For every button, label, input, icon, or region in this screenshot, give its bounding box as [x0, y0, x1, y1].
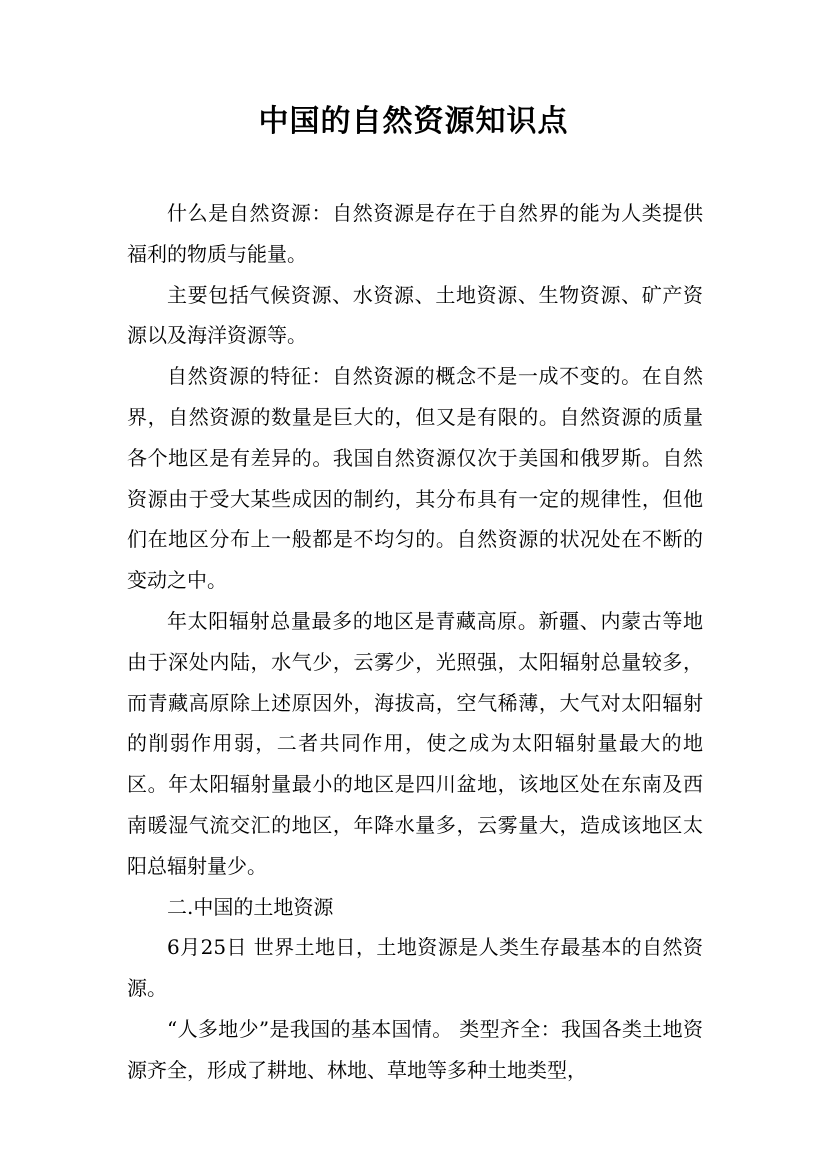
- paragraph-land-situation: “人多地少”是我国的基本国情。 类型齐全：我国各类土地资源齐全，形成了耕地、林地、草地等多种土地类型，: [127, 1016, 703, 1082]
- document-body: [127, 193, 703, 1091]
- paragraph-resource-types: 主要包括气候资源、水资源、土地资源、生物资源、矿产资源以及海洋资源等。: [127, 282, 703, 348]
- paragraph-land-day: 6月25日 世界土地日，土地资源是人类生存最基本的自然资源。: [127, 935, 703, 1001]
- section-heading-land-resources: 二.中国的土地资源: [167, 894, 334, 919]
- paragraph-definition: 什么是自然资源：自然资源是存在于自然界的能为人类提供福利的物质与能量。: [127, 201, 703, 266]
- document-title: 中国的自然资源知识点: [258, 104, 569, 139]
- paragraph-resource-features: 自然资源的特征：自然资源的概念不是一成不变的。在自然界，自然资源的数量是巨大的，但又是有限的。自然资源的质量各个地区是有差异的。我国自然资源仅次于美国和俄罗斯。自然资源由于受大某些成因的制约，其分布具有一定的规律性，但他们在地区分布上一般都是不均匀的。自然资源的状况处在不断的变动之中。: [127, 364, 703, 593]
- paragraph-solar-radiation: 年太阳辐射总量最多的地区是青藏高原。新疆、内蒙古等地由于深处内陆，水气少，云雾少，光照强，太阳辐射总量较多，而青藏高原除上述原因外，海拔高，空气稀薄，大气对太阳辐射的削弱作用弱，二者共同作用，使之成为太阳辐射量最大的地区。年太阳辐射量最小的地区是四川盆地，该地区处在东南及西南暖湿气流交汇的地区，年降水量多，云雾量大，造成该地区太阳总辐射量少。: [127, 608, 703, 878]
